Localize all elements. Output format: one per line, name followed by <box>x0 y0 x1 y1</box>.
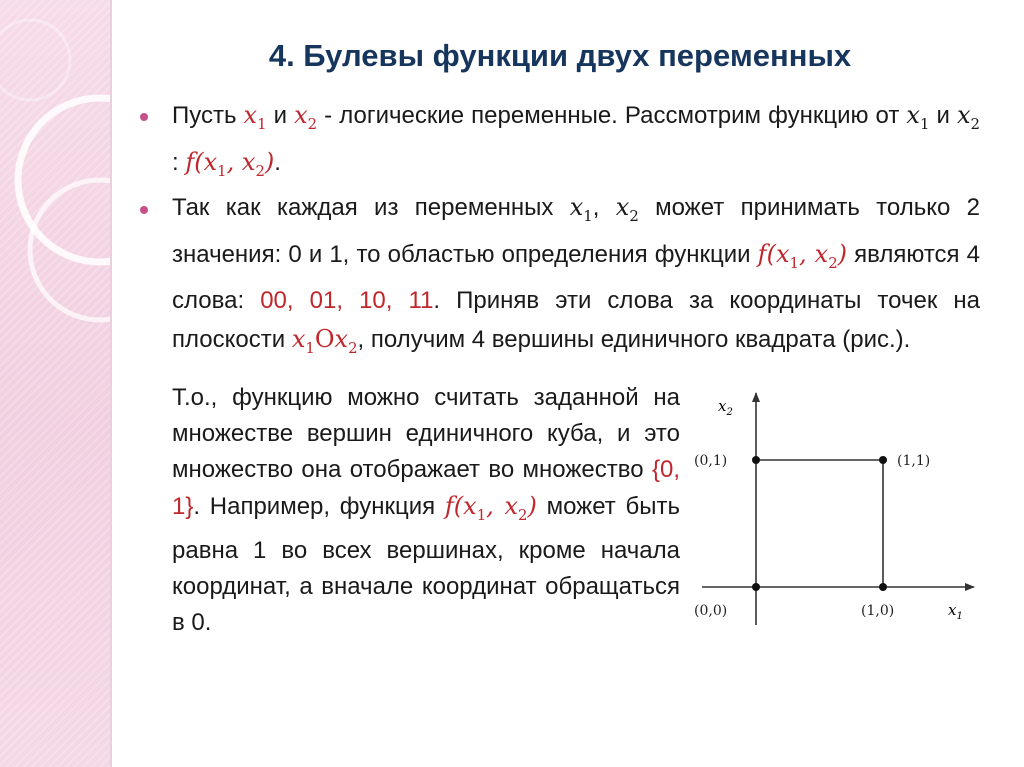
math-x1: $x_1$ <box>906 101 930 133</box>
unit-square-edges <box>756 460 883 587</box>
vertex-label: (0,1) <box>694 453 728 469</box>
value-set: {0, 1} <box>172 456 680 520</box>
vertex-point <box>879 456 887 464</box>
text-fragment: может быть равна 1 во всех вершинах, кроме начала координат, а вначале координат обращаться в 0. <box>172 493 680 636</box>
text-fragment: . Приняв эти слова за координаты точек на плоскости <box>172 286 980 353</box>
text-fragment: Т.о., функцию можно считать заданной на множестве вершин единичного куба, и это множество она отображает во множество <box>172 384 680 483</box>
math-x2: $x_2$ <box>615 193 639 225</box>
text-fragment: . Например, функция <box>193 493 445 520</box>
decorative-left-band <box>0 0 112 767</box>
vertex-point <box>752 456 760 464</box>
math-function: $f(x_1$, $x_2$) <box>444 492 537 524</box>
text-fragment: и <box>266 102 295 129</box>
vertex-point <box>879 583 887 591</box>
slide-title: 4. Булевы функции двух переменных <box>268 38 852 73</box>
words-list: 00, 01, 10, 11 <box>260 286 434 314</box>
vertex-point <box>752 583 760 591</box>
text-fragment: Пусть <box>172 102 244 129</box>
text-fragment: и <box>929 102 957 129</box>
x-axis-label: $x_1$ <box>948 601 963 622</box>
unit-square-vertices <box>694 453 930 619</box>
decorative-circles <box>0 0 112 767</box>
bullet-paragraph-1 <box>172 96 980 190</box>
text-fragment: являются 4 слова: <box>172 240 980 314</box>
vertex-label: (1,1) <box>897 453 931 469</box>
math-plane: $x_1Ox_2$ <box>291 324 358 357</box>
math-x1: $x_1$ <box>569 193 593 225</box>
bullet-paragraph-2 <box>172 188 980 366</box>
math-x2: $x_2$ <box>294 101 318 133</box>
math-function: $f(x_1$, $x_2$) <box>757 239 848 272</box>
text-fragment: , получим 4 вершины единичного квадрата (рис.). <box>357 325 911 353</box>
text-fragment: . <box>274 148 281 176</box>
math-function: $f(x_1$, $x_2$) <box>185 147 275 180</box>
bullet-marker-1 <box>140 113 148 121</box>
text-fragment: может принимать только 2 значения: 0 и 1, то областью определения функции <box>172 194 980 268</box>
y-axis-label: $x_2$ <box>718 397 733 418</box>
math-x2: $x_2$ <box>956 101 980 133</box>
bullet-marker-2 <box>140 206 148 214</box>
math-x1: $x_1$ <box>243 101 267 133</box>
text-fragment: , <box>592 194 616 221</box>
text-fragment: Так как каждая из переменных <box>172 194 570 221</box>
unit-square-figure <box>690 385 990 635</box>
text-fragment: : <box>172 148 186 176</box>
vertex-label: (1,0) <box>861 603 895 619</box>
text-fragment: - логические переменные. Рассмотрим функцию от <box>317 102 907 129</box>
explanation-paragraph <box>172 380 680 641</box>
vertex-label: (0,0) <box>694 603 728 619</box>
